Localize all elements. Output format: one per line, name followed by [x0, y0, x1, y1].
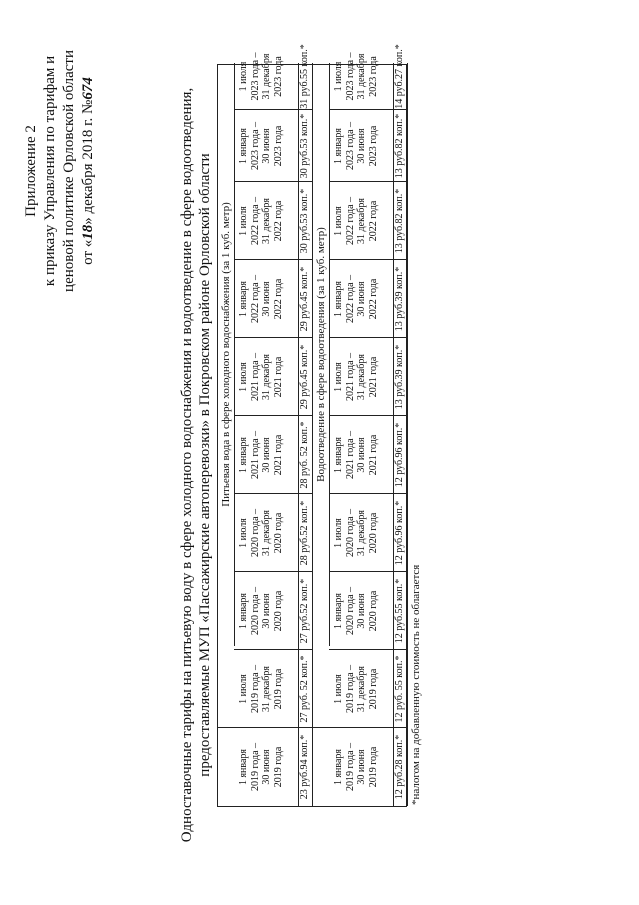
period-cell: 1 июля 2020 года – 31 декабря 2020 года — [238, 508, 284, 558]
tariff-value-cell: 28 руб.52 коп.* — [299, 500, 310, 566]
tariff-value-cell: 13 руб.39 коп.* — [394, 266, 405, 332]
row-divider — [393, 63, 394, 806]
period-cell: 1 января 2022 года – 30 июня 2022 года — [238, 274, 284, 324]
tariff-value-cell: 12 руб. 55 коп.* — [394, 655, 405, 723]
table-heading-1: Питьевая вода в сфере холодного водоснабжения (за 1 куб. метр) — [218, 63, 235, 646]
period-cell: 1 июля 2021 года – 31 декабря 2021 года — [333, 352, 379, 402]
period-cell: 1 января 2021 года – 30 июня 2021 года — [238, 430, 284, 480]
tariff-value-cell: 30 руб.53 коп.* — [299, 113, 310, 179]
appendix-number: Приложение 2 — [23, 125, 39, 217]
column-divider — [234, 181, 312, 182]
tariff-value-cell: 12 руб.96 коп.* — [394, 422, 405, 488]
footnote: *налогом на добавленную стоимость не облагается — [410, 564, 422, 805]
period-cell: 1 июля 2019 года – 31 декабря 2019 года — [238, 664, 284, 714]
appendix-date-line — [79, 50, 98, 292]
tariff-table — [217, 44, 407, 807]
date-middle: » декабря 2018 г. № — [80, 99, 96, 225]
column-divider — [234, 337, 312, 338]
tariff-value-cell: 30 руб.53 коп.* — [299, 188, 310, 254]
tariff-value-cell: 31 руб.55 коп.* — [299, 44, 310, 109]
period-cell: 1 июля 2019 года – 31 декабря 2019 года — [333, 664, 379, 714]
column-divider — [329, 415, 407, 416]
period-cell: 1 января 2021 года – 30 июня 2021 года — [333, 430, 379, 480]
column-divider — [234, 415, 312, 416]
date-prefix: от « — [80, 239, 96, 265]
column-divider — [234, 259, 312, 260]
period-cell: 1 июля 2023 года – 31 декабря 2023 года — [333, 52, 379, 101]
tariff-value-cell: 28 руб. 52 коп.* — [299, 421, 310, 489]
appendix-header — [22, 50, 98, 292]
column-divider — [234, 649, 312, 650]
column-divider — [329, 109, 407, 110]
tariff-value-cell: 12 руб.96 коп.* — [394, 500, 405, 566]
handwritten-order-number: 674 — [80, 77, 96, 100]
tariff-value-cell: 27 руб.52 коп.* — [299, 578, 310, 644]
period-cell: 1 января 2020 года – 30 июня 2020 года — [238, 586, 284, 636]
appendix-authority-line: ценовой политике Орловской области — [61, 50, 77, 292]
period-cell: 1 июля 2022 года – 31 декабря 2022 года — [333, 196, 379, 246]
tariff-value-cell: 27 руб. 52 коп.* — [299, 655, 310, 723]
tariff-value-cell: 13 руб.82 коп.* — [394, 188, 405, 254]
column-divider — [234, 109, 312, 110]
appendix-order-line: к приказу Управления по тарифам и — [42, 55, 58, 287]
title-line-1: Одноставочные тарифы на питьевую воду в сфере холодного водоснабжения и водоотведение в сфере водоотведения, — [179, 87, 195, 843]
period-cell: 1 января 2019 года – 30 июня 2019 года — [333, 742, 379, 792]
period-cell: 1 января 2020 года – 30 июня 2020 года — [333, 586, 379, 636]
row-divider — [407, 63, 408, 806]
period-cell: 1 января 2023 года – 30 июня 2023 года — [238, 121, 284, 171]
tariff-value-cell: 13 руб.82 коп.* — [394, 113, 405, 179]
tariff-value-cell: 29 руб.45 коп.* — [299, 266, 310, 332]
period-cell: 1 июля 2021 года – 31 декабря 2021 года — [238, 352, 284, 402]
period-cell: 1 июля 2022 года – 31 декабря 2022 года — [238, 196, 284, 246]
column-divider — [234, 493, 312, 494]
column-divider — [329, 181, 407, 182]
period-cell: 1 января 2022 года – 30 июня 2022 года — [333, 274, 379, 324]
period-cell: 1 июля 2020 года – 31 декабря 2020 года — [333, 508, 379, 558]
title-line-2: предоставляемые МУП «Пассажирские автоперевозки» в Покровском районе Орловской области — [197, 153, 213, 777]
column-divider — [329, 571, 407, 572]
column-divider — [329, 649, 407, 650]
column-divider — [329, 259, 407, 260]
period-cell: 1 января 2019 года – 30 июня 2019 года — [238, 742, 284, 792]
column-divider — [234, 571, 312, 572]
tariff-value-cell: 14 руб.27 коп.* — [394, 44, 405, 109]
tariff-value-cell: 12 руб.55 коп.* — [394, 578, 405, 644]
tariff-value-cell: 13 руб.39 коп.* — [394, 344, 405, 410]
tariff-value-cell: 23 руб.94 коп.* — [299, 734, 310, 800]
table-heading-2: Водоотведение в сфере водоотведения (за 1 куб. метр) — [313, 63, 330, 646]
handwritten-day: 18 — [80, 224, 96, 240]
column-divider — [329, 493, 407, 494]
period-cell: 1 июля 2023 года – 31 декабря 2023 года — [238, 52, 284, 101]
column-divider — [329, 337, 407, 338]
document-title — [178, 85, 214, 845]
tariff-value-cell: 12 руб.28 коп.* — [394, 734, 405, 800]
period-cell: 1 января 2023 года – 30 июня 2023 года — [333, 121, 379, 171]
row-divider — [298, 63, 299, 806]
tariff-value-cell: 29 руб.45 коп.* — [299, 344, 310, 410]
